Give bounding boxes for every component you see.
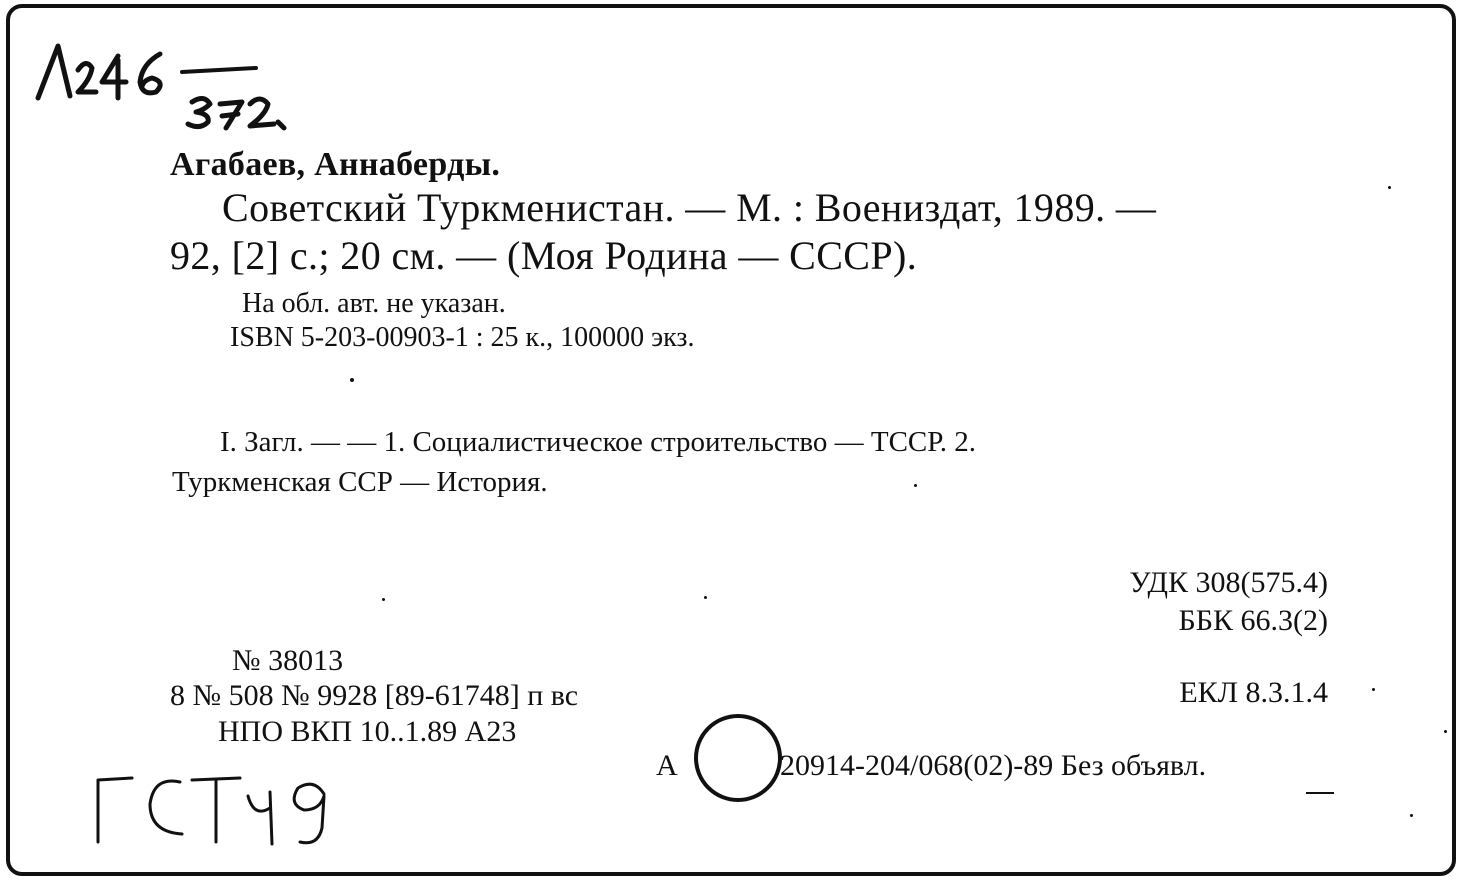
circle-stamp bbox=[694, 714, 782, 802]
subject-headings-continued: Туркменская ССР — История. bbox=[172, 466, 548, 498]
udk-code: УДК 308(575.4) bbox=[1129, 566, 1328, 599]
physical-description: 92, [2] с.; 20 см. — (Моя Родина — СССР). bbox=[170, 233, 918, 278]
isbn-line: ISBN 5-203-00903-1 : 25 к., 100000 экз. bbox=[230, 322, 695, 353]
npo-line: НПО ВКП 10..1.89 А23 bbox=[218, 715, 517, 748]
print-order: 8 № 508 № 9928 [89-61748] п вс bbox=[170, 679, 579, 712]
ekl-code: ЕКЛ 8.3.1.4 bbox=[1179, 676, 1328, 709]
underline-mark bbox=[1306, 792, 1334, 794]
title-statement: Советский Туркменистан. — М. : Воениздат, 1989. — bbox=[222, 185, 1157, 230]
index-code: 20914-204/068(02)-89 Без объявл. bbox=[780, 749, 1207, 782]
ink-speck bbox=[704, 596, 707, 599]
ink-speck bbox=[1388, 186, 1391, 189]
record-number: № 38013 bbox=[232, 644, 344, 677]
bbk-code: ББК 66.3(2) bbox=[1178, 604, 1328, 637]
ink-speck bbox=[350, 378, 354, 382]
ink-speck bbox=[914, 484, 917, 487]
index-letter: А bbox=[656, 749, 678, 782]
ink-speck bbox=[382, 598, 385, 601]
author-heading: Агабаев, Аннаберды. bbox=[170, 146, 501, 183]
ink-speck bbox=[1372, 688, 1375, 691]
ink-speck bbox=[1444, 730, 1447, 733]
handwritten-shelf-mark bbox=[28, 20, 328, 140]
handwritten-note bbox=[88, 768, 348, 858]
ink-speck bbox=[1410, 814, 1413, 817]
cover-note: На обл. авт. не указан. bbox=[242, 288, 506, 319]
subject-headings: I. Загл. — — 1. Социалистическое строительство — ТССР. 2. bbox=[220, 426, 977, 458]
